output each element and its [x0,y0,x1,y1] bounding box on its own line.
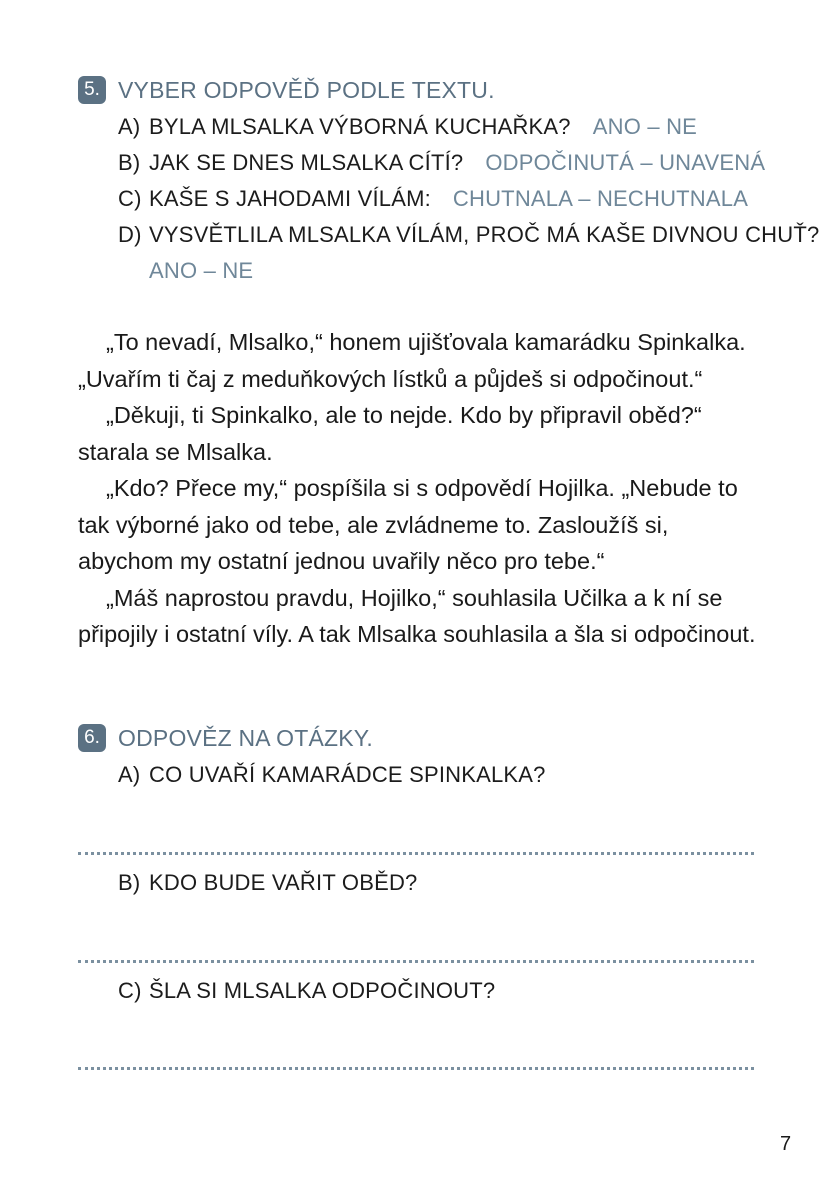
question-5d-options [149,258,253,284]
question-text: BYLA MLSALKA VÝBORNÁ KUCHAŘKA? [149,114,571,139]
question-letter: C) [118,186,142,211]
question-text: JAK SE DNES MLSALKA CÍTÍ? [149,150,464,175]
task-number-badge: 5. [78,76,106,104]
question-6b [118,870,417,896]
question-text: CO UVAŘÍ KAMARÁDCE SPINKALKA? [149,762,546,787]
page-number: 7 [780,1133,792,1155]
story-paragraph: „Kdo? Přece my,“ pospíšila si s odpovědí Hojilka. „Nebude to tak výborné jako od tebe, ale zvládneme to. Zasloužíš si, abychom my ostatní jednou uvařily něco pro tebe.“ [78,475,738,574]
question-5a [118,114,697,140]
question-5d [118,222,819,248]
question-5c [118,186,748,212]
task-5-header [78,76,495,104]
task-title: VYBER ODPOVĚĎ PODLE TEXTU. [118,76,495,103]
answer-options: CHUTNALA – NECHUTNALA [452,186,749,211]
answer-options: ANO – NE [149,258,254,283]
story-paragraph: „Máš naprostou pravdu, Hojilko,“ souhlasila Učilka a k ní se připojily i ostatní víly. A tak Mlsalka souhlasila a šla si odpočinout. [78,584,756,647]
answer-options: ANO – NE [592,114,698,139]
question-letter: A) [118,762,141,787]
question-letter: A) [118,114,141,139]
story-paragraph: „Děkuji, ti Spinkalko, ale to nejde. Kdo by připravil oběd?“ starala se Mlsalka. [78,402,702,465]
answer-line-6a[interactable] [78,852,754,855]
question-5b [118,150,765,176]
task-title: ODPOVĚZ NA OTÁZKY. [118,724,373,751]
question-letter: B) [118,870,141,895]
task-6-header [78,724,373,752]
story-paragraph: „To nevadí, Mlsalko,“ honem ujišťovala kamarádku Spinkalka. [106,329,746,355]
question-text: ŠLA SI MLSALKA ODPOČINOUT? [149,978,496,1003]
answer-options: ODPOČINUTÁ – UNAVENÁ [485,150,766,175]
question-text: KDO BUDE VAŘIT OBĚD? [149,870,418,895]
story-text [78,324,768,653]
question-text: KAŠE S JAHODAMI VÍLÁM: [149,186,431,211]
question-6a [118,762,546,788]
answer-line-6b[interactable] [78,960,754,963]
question-letter: C) [118,978,142,1003]
question-letter: D) [118,222,142,247]
question-letter: B) [118,150,141,175]
task-number-badge: 6. [78,724,106,752]
question-6c [118,978,495,1004]
story-paragraph: „Uvařím ti čaj z meduňkových lístků a půjdeš si odpočinout.“ [78,365,703,392]
question-text: VYSVĚTLILA MLSALKA VÍLÁM, PROČ MÁ KAŠE DIVNOU CHUŤ? [149,222,820,247]
answer-line-6c[interactable] [78,1067,754,1070]
